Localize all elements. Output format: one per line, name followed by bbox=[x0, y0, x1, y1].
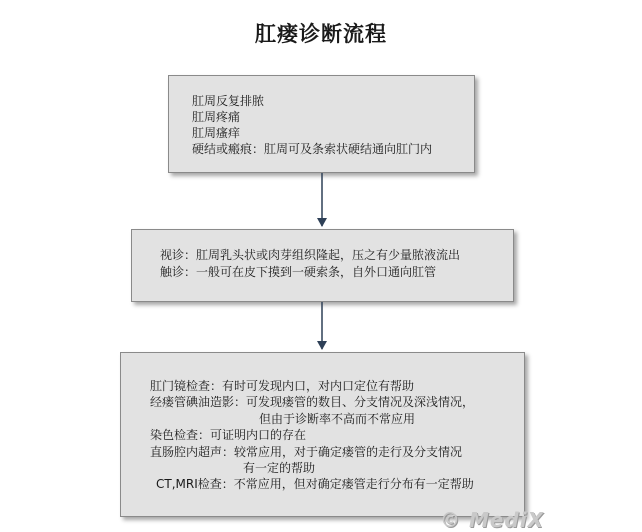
watermark-logo: © MediX bbox=[440, 508, 545, 532]
aux-exam-line: 但由于诊断率不高而不常应用 bbox=[259, 411, 416, 426]
aux-exam-line: 经瘘管碘油造影：可发现瘘管的数目、分支情况及深浅情况， bbox=[150, 395, 475, 410]
aux-exam-line: 肛门镜检查：有时可发现内口，对内口定位有帮助 bbox=[150, 379, 415, 393]
symptom-line: 硬结或瘢痕：肛周可及条索状硬结通向肛门内 bbox=[192, 142, 433, 156]
diagram-title: 肛瘘诊断流程 bbox=[255, 22, 387, 46]
exam-line: 视诊：肛周乳头状或肉芽组织隆起，压之有少量脓液流出 bbox=[160, 248, 461, 262]
aux-exam-line: 直肠腔内超声：较常应用，对于确定瘘管的走行及分支情况 bbox=[150, 444, 463, 459]
exam-line: 触诊：一般可在皮下摸到一硬索条，自外口通向肛管 bbox=[160, 265, 437, 279]
symptom-line: 肛周疼痛 bbox=[192, 110, 241, 124]
aux-exam-line: 有一定的帮助 bbox=[243, 461, 316, 476]
symptom-line: 肛周反复排脓 bbox=[192, 94, 265, 108]
aux-exam-line: 染色检查：可证明内口的存在 bbox=[150, 428, 307, 443]
symptom-line: 肛周瘙痒 bbox=[192, 126, 241, 140]
aux-exam-line: CT,MRI检查：不常应用，但对确定瘘管走行分布有一定帮助 bbox=[156, 477, 474, 492]
